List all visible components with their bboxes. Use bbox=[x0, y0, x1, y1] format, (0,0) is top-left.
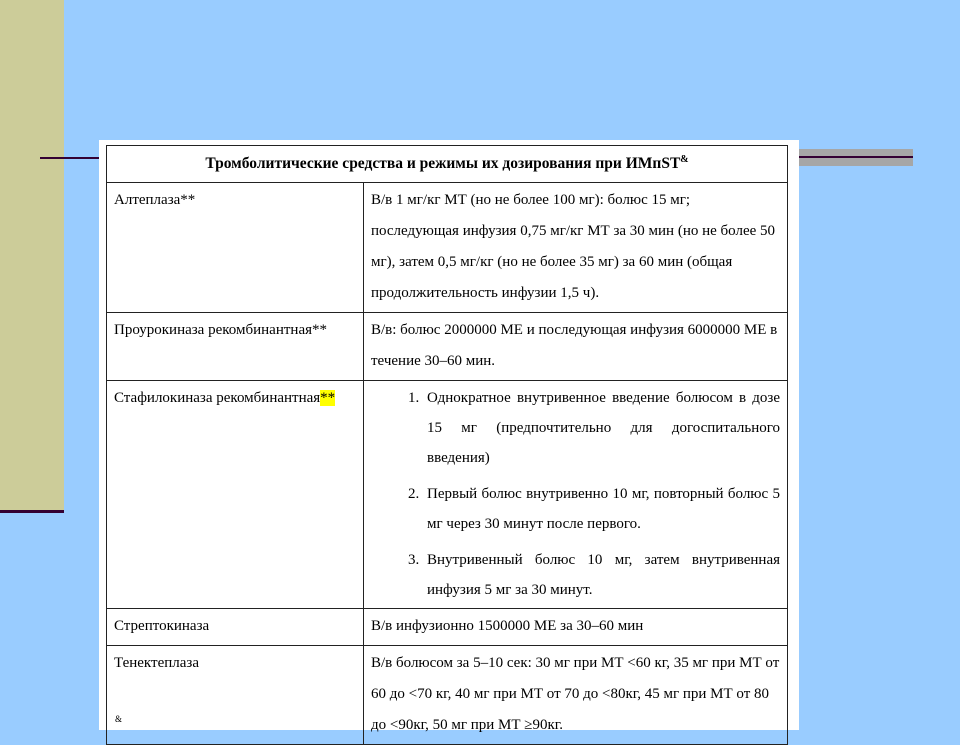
table-title-text: Тромболитические средства и режимы их дозирования при ИМпST bbox=[205, 155, 681, 172]
table-row-staphylokinase bbox=[107, 381, 788, 609]
left-decor-underline bbox=[0, 510, 64, 513]
drug-cell: Проурокиназа рекомбинантная** bbox=[107, 313, 364, 381]
regimen-step: 2. Первый болюс внутривенно 10 мг, повторный болюс 5 мг через 30 минут после первого. bbox=[423, 479, 780, 539]
drug-name: Стафилокиназа рекомбинантная bbox=[114, 390, 321, 406]
thrombolytics-table bbox=[106, 145, 788, 745]
drug-cell: Стрептокиназа bbox=[107, 609, 364, 646]
regimen-cell: В/в 1 мг/кг МТ (но не более 100 мг): болюс 15 мг; последующая инфузия 0,75 мг/кг МТ за 30 мин (но не более 50 мг), затем 0,5 мг/кг (но не более 35 мг) за 60 мин (общая продолжительность инфузии 1,5 ч). bbox=[364, 183, 788, 313]
regimen-cell bbox=[364, 381, 788, 609]
drug-cell: Алтеплаза** bbox=[107, 183, 364, 313]
table-title-sup: & bbox=[680, 153, 689, 165]
table-row-tenecteplase bbox=[107, 646, 788, 745]
highlighted-mark: ** bbox=[320, 390, 336, 406]
regimen-cell: В/в болюсом за 5–10 сек: 30 мг при МТ <60 кг, 35 мг при МТ от 60 до <70 кг, 40 мг при МТ от 70 до <80кг, 45 мг при МТ от 80 до <90кг, 50 мг при МТ ≥90кг. bbox=[364, 646, 788, 745]
regimen-step: 3. Внутривенный болюс 10 мг, затем внутривенная инфузия 5 мг за 30 минут. bbox=[423, 545, 780, 605]
drug-cell bbox=[107, 381, 364, 609]
regimen-step: 1. Однократное внутривенное введение болюсом в дозе 15 мг (предпочтительно для догоспитального введения) bbox=[423, 383, 780, 473]
table-header-row bbox=[107, 146, 788, 183]
drug-cell: Тенектеплаза bbox=[107, 646, 364, 745]
regimen-cell: В/в инфузионно 1500000 МЕ за 30–60 мин bbox=[364, 609, 788, 646]
left-accent-line bbox=[40, 157, 102, 159]
regimen-steps-list bbox=[371, 383, 780, 605]
regimen-cell: В/в: болюс 2000000 МЕ и последующая инфузия 6000000 МЕ в течение 30–60 мин. bbox=[364, 313, 788, 381]
table-row-prourokinase bbox=[107, 313, 788, 381]
table-row-alteplase bbox=[107, 183, 788, 313]
left-decor-bar bbox=[0, 0, 64, 512]
right-accent-line bbox=[790, 156, 913, 158]
document-page bbox=[99, 140, 799, 733]
table-title bbox=[107, 146, 788, 183]
footnote-mark: & bbox=[115, 714, 123, 724]
table-row-streptokinase bbox=[107, 609, 788, 646]
